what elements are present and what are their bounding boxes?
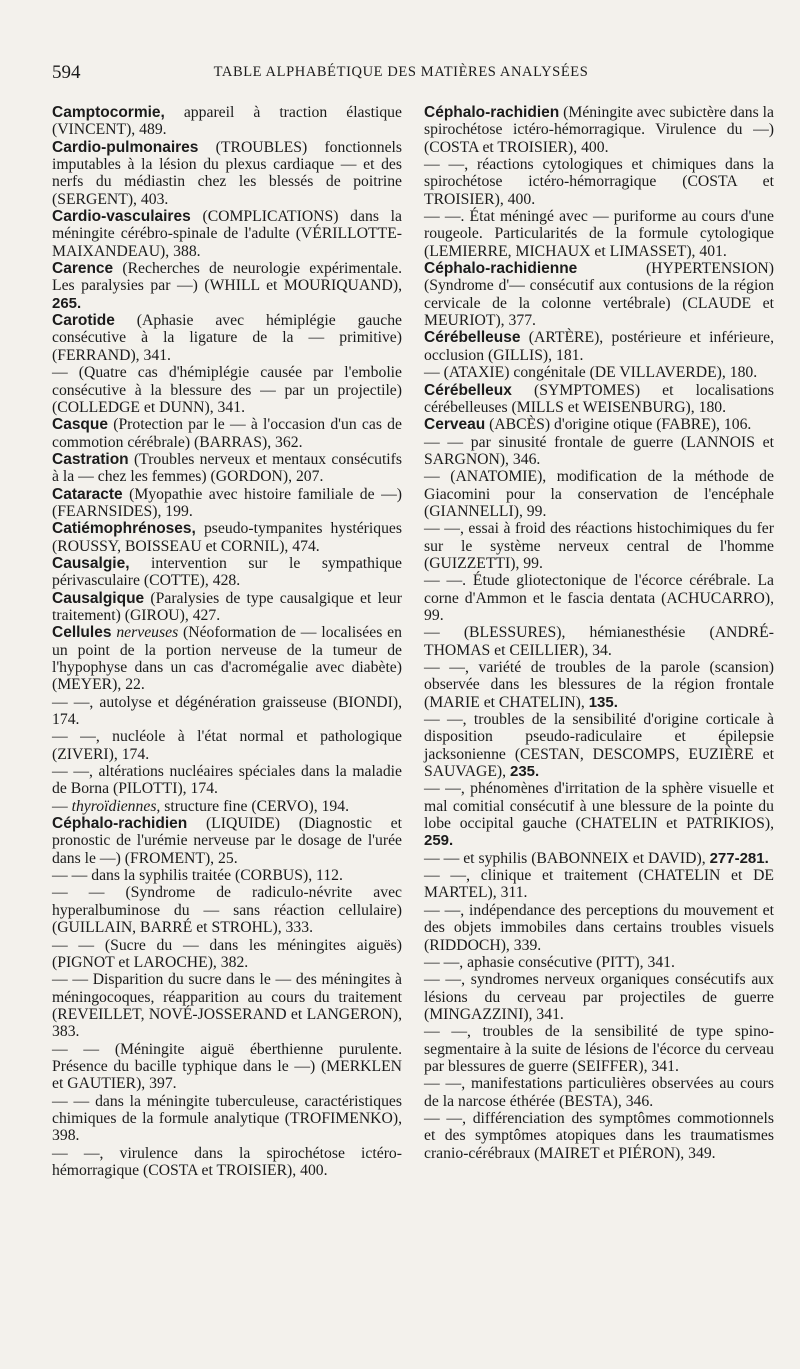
entry-text: — — (Sucre du — dans les méningites aiguës) (PIGNOT et LAROCHE), 382. xyxy=(52,936,402,971)
entry-keyword: Cardio-pulmonaires xyxy=(52,138,199,156)
index-entry xyxy=(52,884,402,936)
index-entry xyxy=(52,486,402,521)
entry-keyword: Causalgique xyxy=(52,589,145,607)
index-entry xyxy=(52,624,402,693)
entry-italic: thyroïdiennes, xyxy=(67,797,161,815)
entry-keyword: Céphalo-rachidien xyxy=(424,104,560,121)
entry-text: (HYPERTENSION) (Syndrome d'— consécutif aux contusions de la région cervicale de la colonne vertébrale) (CLAUDE et MEURIOT), 377. xyxy=(424,260,774,330)
index-entry xyxy=(424,850,774,867)
index-entry xyxy=(424,1023,774,1075)
index-entry xyxy=(424,780,774,849)
entry-text: — —, aphasie consécutive (PITT), 341. xyxy=(424,953,675,971)
index-entry xyxy=(424,624,774,659)
index-entry xyxy=(52,451,402,486)
entry-page-bold: 135. xyxy=(588,693,618,711)
running-title: TABLE ALPHABÉTIQUE DES MATIÈRES ANALYSÉES xyxy=(213,64,589,80)
entry-text: appareil à traction élastique (VINCENT), 489. xyxy=(52,104,402,139)
index-entry xyxy=(424,902,774,954)
entry-text: (ARTÈRE), postérieure et inférieure, occlusion (GILLIS), 181. xyxy=(424,329,774,364)
entry-text: — — dans la syphilis traitée (CORBUS), 112. xyxy=(52,867,343,885)
index-entry xyxy=(424,520,774,572)
index-entry xyxy=(424,416,774,433)
index-entry xyxy=(424,382,774,417)
entry-text: (SYMPTOMES) et localisations cérébelleuses (MILLS et WEISENBURG), 180. xyxy=(424,381,774,416)
index-entry xyxy=(52,260,402,312)
entry-text: — —, manifestations particulières observées au cours de la narcose éthérée (BESTA), 346. xyxy=(424,1075,774,1110)
entry-text: — —. État méningé avec — puriforme au cours d'une rougeole. Particularités de la formule cytologique (LEMIERRE, MICHAUX et LIMASSET), 401. xyxy=(424,208,774,260)
entry-text: — (Quatre cas d'hémiplégie causée par l'embolie consécutive à la blessure des — par un projectile) (COLLEDGE et DUNN), 341. xyxy=(52,364,402,416)
entry-keyword: Carence xyxy=(52,260,114,278)
entry-keyword: Casque xyxy=(52,416,108,434)
entry-text: (COMPLICATIONS) dans la méningite cérébro-spinale de l'adulte (VÉRILLOTTE-MAIXANDEAU), 388. xyxy=(52,208,402,260)
page-number: 594 xyxy=(52,62,81,83)
entry-text: intervention sur le sympathique périvasculaire (COTTE), 428. xyxy=(52,554,402,590)
entry-italic: nerveuses xyxy=(111,624,179,642)
entry-text: — —, différenciation des symptômes commotionnels et des symptômes atopiques dans les traumatismes cranio-cérébraux (MAIRET et PIÉRON), 349. xyxy=(424,1109,774,1162)
index-entry xyxy=(424,572,774,624)
index-entry xyxy=(424,659,774,711)
entry-text: — —. Étude gliotectonique de l'écorce cérébrale. La corne d'Ammon et le fascia dentata (ACHUCARRO), 99. xyxy=(424,572,774,624)
entry-text: — —, altérations nucléaires spéciales dans la maladie de Borna (PILOTTI), 174. xyxy=(52,763,402,798)
entry-keyword: Catiémophrénoses, xyxy=(52,520,196,538)
index-entry xyxy=(424,711,774,780)
entry-text: (Néoformation de — localisées en un point de la portion nerveuse de la tumeur de l'hypophyse dans un cas d'acromégalie avec diabète) (MEYER), 22. xyxy=(52,624,402,694)
right-column xyxy=(424,104,774,1162)
entry-text: (Troubles nerveux et mentaux consécutifs à la — chez les femmes) (GORDON), 207. xyxy=(52,450,402,486)
index-entry xyxy=(52,364,402,416)
index-entry xyxy=(52,208,402,260)
index-entry xyxy=(52,798,402,815)
index-entry xyxy=(52,1041,402,1093)
index-entry xyxy=(424,260,774,329)
entry-text: structure fine (CERVO), 194. xyxy=(160,797,350,815)
index-entry xyxy=(52,728,402,763)
entry-text: (LIQUIDE) (Diagnostic et pronostic de l'urémie nerveuse par le dosage de l'urée dans le —) (FROMENT), 25. xyxy=(52,815,402,867)
index-entry xyxy=(52,555,402,590)
index-entry xyxy=(424,867,774,902)
entry-keyword: Castration xyxy=(52,450,129,468)
entry-text: — —, variété de troubles de la parole (scansion) observée dans les blessures de la région frontale (MARIE et CHATELIN), xyxy=(424,659,774,711)
entry-text: — xyxy=(52,797,68,815)
index-entry xyxy=(52,139,402,208)
entry-text: — —, troubles de la sensibilité de type spino-segmentaire à la suite de lésions de l'écorce du cerveau par blessures de guerre (SEIFFER), 341. xyxy=(424,1023,774,1075)
index-entry xyxy=(52,520,402,555)
entry-text: — —, autolyse et dégénération graisseuse (BIONDI), 174. xyxy=(52,693,402,729)
entry-text: (Recherches de neurologie expérimentale. Les paralysies par —) (WHILL et MOURIQUAND), xyxy=(52,260,402,295)
entry-page-bold: 277-281. xyxy=(709,849,769,867)
entry-keyword: Carotide xyxy=(52,312,115,330)
index-entry xyxy=(424,468,774,520)
entry-keyword: Cardio-vasculaires xyxy=(52,208,191,226)
entry-text: pseudo-tympanites hystériques (ROUSSY, BOISSEAU et CORNIL), 474. xyxy=(52,520,402,555)
index-entry xyxy=(52,867,402,884)
entry-text: — — et syphilis (BABONNEIX et DAVID), xyxy=(424,849,710,867)
entry-keyword: Céphalo-rachidien xyxy=(52,815,188,833)
entry-text: — —, troubles de la sensibilité d'origine corticale à disposition pseudo-radiculaire et épilepsie jacksonienne (CESTAN, DESCOMPS, EUZIÈRE et SAUVAGE), xyxy=(424,711,774,781)
index-entry xyxy=(52,1145,402,1180)
entry-text: (TROUBLES) fonctionnels imputables à la lésion du plexus cardiaque — et des nerfs du médiastin chez les blessés de poitrine (SERGENT), 403. xyxy=(52,138,402,208)
entry-keyword: Camptocormie, xyxy=(52,104,165,121)
index-entry xyxy=(52,590,402,625)
index-entry xyxy=(52,971,402,1040)
index-entry xyxy=(52,312,402,364)
left-column xyxy=(52,104,402,1179)
index-entry xyxy=(424,1075,774,1110)
running-header xyxy=(52,62,750,86)
entry-text: — — (Méningite aiguë éberthienne purulente. Présence du bacille typhique dans le —) (MERKLEN et GAUTIER), 397. xyxy=(52,1040,402,1093)
entry-keyword: Cellules xyxy=(52,624,112,642)
entry-text: — — Disparition du sucre dans le — des méningites à méningocoques, réapparition au cours du traitement (REVEILLET, NOVÉ-JOSSERAND et LANGERON), 383. xyxy=(52,971,402,1041)
entry-keyword: Céphalo-rachidienne xyxy=(424,260,578,278)
entry-text: (Aphasie avec hémiplégie gauche consécutive à la ligature de la — primitive) (FERRAND), 341. xyxy=(52,312,402,364)
entry-keyword: Cérébelleux xyxy=(424,381,512,399)
entry-text: — — dans la méningite tuberculeuse, caractéristiques chimiques de la formule analytique (TROFIMENKO), 398. xyxy=(52,1092,402,1145)
entry-text: (Protection par le — à l'occasion d'un cas de commotion cérébrale) (BARRAS), 362. xyxy=(52,416,402,451)
index-entry xyxy=(424,434,774,469)
entry-text: (ABCÈS) d'origine otique (FABRE), 106. xyxy=(485,416,752,434)
entry-text: — —, phénomènes d'irritation de la sphère visuelle et mal comitial consécutif à une blessure de la pointe du lobe occipital gauche (CHATELIN et PATRIKIOS), xyxy=(424,780,774,833)
index-entry xyxy=(424,954,774,971)
index-entry xyxy=(424,364,774,381)
entry-page-bold: 265. xyxy=(52,294,82,312)
entry-keyword: Cérébelleuse xyxy=(424,329,521,347)
index-entry xyxy=(52,104,402,139)
entry-text: — —, syndromes nerveux organiques consécutifs aux lésions du cerveau par projectiles de guerre (MINGAZZINI), 341. xyxy=(424,971,774,1023)
entry-text: — —, nucléole à l'état normal et pathologique (ZIVERI), 174. xyxy=(52,728,402,763)
entry-keyword: Causalgie, xyxy=(52,554,130,572)
entry-text: — (ATAXIE) congénitale (DE VILLAVERDE), 180. xyxy=(424,364,758,382)
index-entry xyxy=(424,104,774,156)
entry-text: — —, virulence dans la spirochétose ictéro-hémorragique (COSTA et TROISIER), 400. xyxy=(52,1144,402,1179)
index-entry xyxy=(52,1093,402,1145)
entry-keyword: Cerveau xyxy=(424,416,486,434)
entry-text: — (BLESSURES), hémianesthésie (ANDRÉ-THOMAS et CEILLIER), 34. xyxy=(424,624,774,659)
entry-text: — —, indépendance des perceptions du mouvement et des objets immobiles dans certains troubles visuels (RIDDOCH), 339. xyxy=(424,901,774,954)
entry-text: — (ANATOMIE), modification de la méthode de Giacomini pour la conservation de l'encéphale (GIANNELLI), 99. xyxy=(424,468,774,520)
index-entry xyxy=(424,1110,774,1162)
index-entry xyxy=(52,815,402,867)
entry-text: — —, clinique et traitement (CHATELIN et DE MARTEL), 311. xyxy=(424,867,774,902)
entry-text: — — (Syndrome de radiculo-névrite avec hyperalbuminose du — sans réaction cellulaire) (GUILLAIN, BARRÉ et STROHL), 333. xyxy=(52,884,402,937)
entry-page-bold: 259. xyxy=(424,832,454,850)
index-entry xyxy=(424,208,774,260)
index-entry xyxy=(52,694,402,729)
index-entry xyxy=(52,416,402,451)
index-entry xyxy=(52,763,402,798)
index-entry xyxy=(424,971,774,1023)
entry-text: (Myopathie avec histoire familiale de —) (FEARNSIDES), 199. xyxy=(52,485,402,520)
index-entry xyxy=(424,329,774,364)
entry-text: — — par sinusité frontale de guerre (LANNOIS et SARGNON), 346. xyxy=(424,433,774,468)
entry-text: (Paralysies de type causalgique et leur traitement) (GIROU), 427. xyxy=(52,589,402,624)
index-entry xyxy=(424,156,774,208)
entry-keyword: Cataracte xyxy=(52,485,123,503)
entry-text: (Méningite avec subictère dans la spirochétose ictéro-hémorragique. Virulence du —) (COSTA et TROISIER), 400. xyxy=(424,104,774,156)
index-entry xyxy=(52,937,402,972)
entry-text: — —, réactions cytologiques et chimiques dans la spirochétose ictéro-hémorragique (COSTA et TROISIER), 400. xyxy=(424,156,774,208)
entry-page-bold: 235. xyxy=(510,763,540,781)
entry-text: — —, essai à froid des réactions histochimiques du fer sur le système nerveux central de l'homme (GUIZZETTI), 99. xyxy=(424,520,774,572)
